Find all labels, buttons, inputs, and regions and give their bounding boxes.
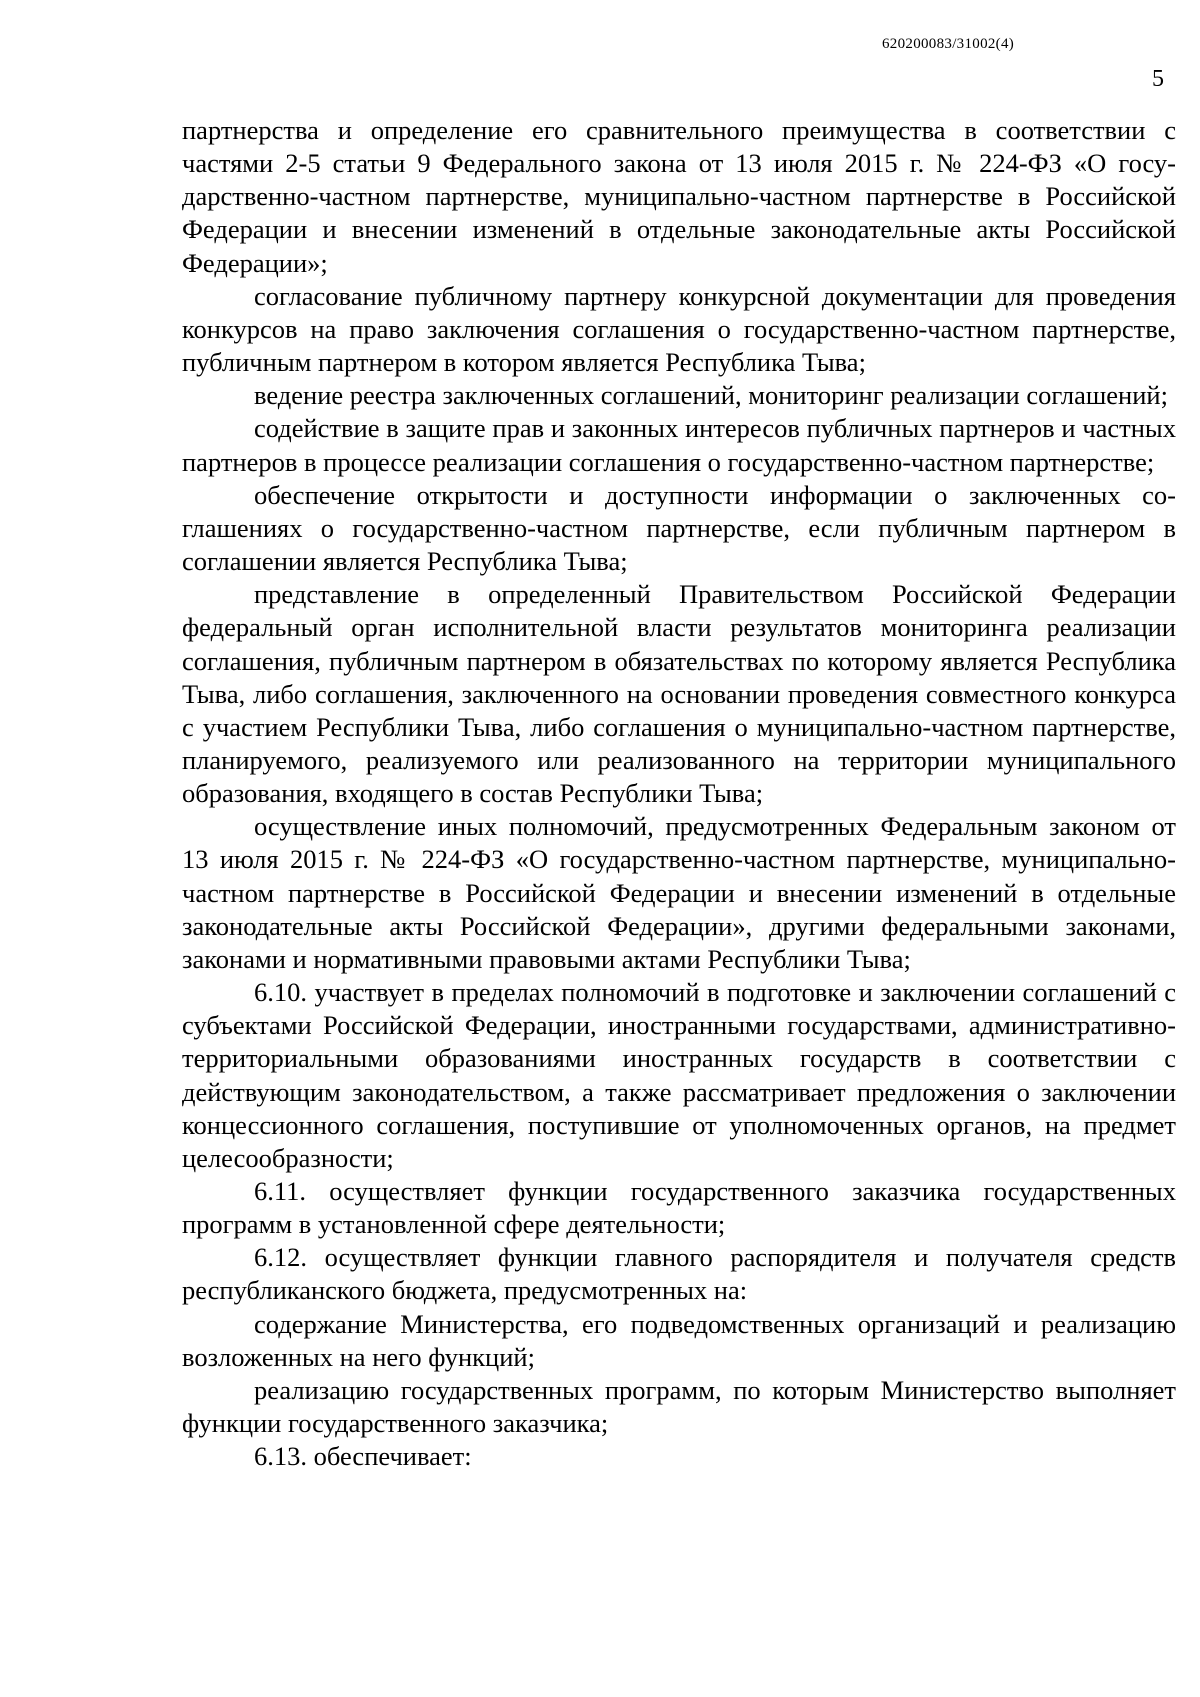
paragraph-continuation: партнерства и определение его сравнительного преимущества в соответствии с частями 2-5 статьи 9 Федерального закона от 13 июля 2015 г. № 224-ФЗ «О государственно-частном партнерстве, муниципально-частном партнерстве в Российской Федерации и внесении изменений в отдельные законодательные акты Российской Федерации»; (182, 115, 1176, 278)
document-body (182, 114, 1176, 1473)
paragraph-registry-monitoring: ведение реестра заключенных соглашений, мониторинг реализации соглашений; (254, 380, 1168, 411)
paragraph-agreement-of-documentation: согласование публичному партнеру конкурсной документации для проведения конкурсов на право заключения соглашения о государственно-частном партнерстве, публичным партнером в котором является Республика Тыва; (182, 280, 1176, 378)
paragraph-information-openness: обеспечение открытости и доступности информации о заключенных соглашениях о государственно-частном партнерстве, если публичным партнером в соглашении является Республика Тыва; (182, 479, 1176, 577)
paragraph-ministry-maintenance: содержание Министерства, его подведомственных организаций и реализацию возложенных на него функций; (182, 1308, 1176, 1372)
paragraph-6-11: 6.11. осуществляет функции государственного заказчика государственных программ в установленной сфере деятельности; (182, 1176, 1176, 1240)
document-registration-number: 620200083/31002(4) (882, 36, 1015, 52)
paragraph-rights-protection: содействие в защите прав и законных интересов публичных партнеров и частных партнеров в процессе реализации соглашения о государственно-частном партнерстве; (182, 413, 1176, 477)
paragraph-6-10: 6.10. участвует в пределах полномочий в подготовке и заключении соглашений с субъектами Российской Федерации, иностранными государствами, административно-территориальными образованиями иностранных государств в соответствии с действующим законодательством, а также рассматривает предложения о заключении концессионного соглашения, поступившие от уполномоченных органов, на предмет целесообразности; (182, 977, 1176, 1173)
paragraph-6-13: 6.13. обеспечивает: (254, 1441, 472, 1472)
paragraph-monitoring-results: представление в определенный Правительством Российской Федерации федеральный орган исполнительной власти результатов мониторинга реализации соглашения, публичным партнером в обязательствах по которому является Республика Тыва, либо соглашения, заключенного на основании проведения совместного конкурса с участием Республики Тыва, либо соглашения о муниципально-частном партнерстве, планируемого, реализуемого или реализованного на территории муниципального образования, входящего в состав Республики Тыва; (182, 579, 1176, 809)
page-number: 5 (1152, 66, 1164, 92)
paragraph-6-12: 6.12. осуществляет функции главного распорядителя и получателя средств республиканского бюджета, предусмотренных на: (182, 1242, 1176, 1306)
paragraph-other-powers: осуществление иных полномочий, предусмотренных Федеральным законом от 13 июля 2015 г. № 224-ФЗ «О государственно-частном партнерстве, муниципально-частном партнерстве в Российской Федерации и внесении изменений в отдельные законодательные акты Российской Федерации», другими федеральными законами, законами и нормативными правовыми актами Республики Тыва; (182, 811, 1176, 974)
paragraph-state-programs: реализацию государственных программ, по которым Министерство выполняет функции государственного заказчика; (182, 1374, 1176, 1439)
